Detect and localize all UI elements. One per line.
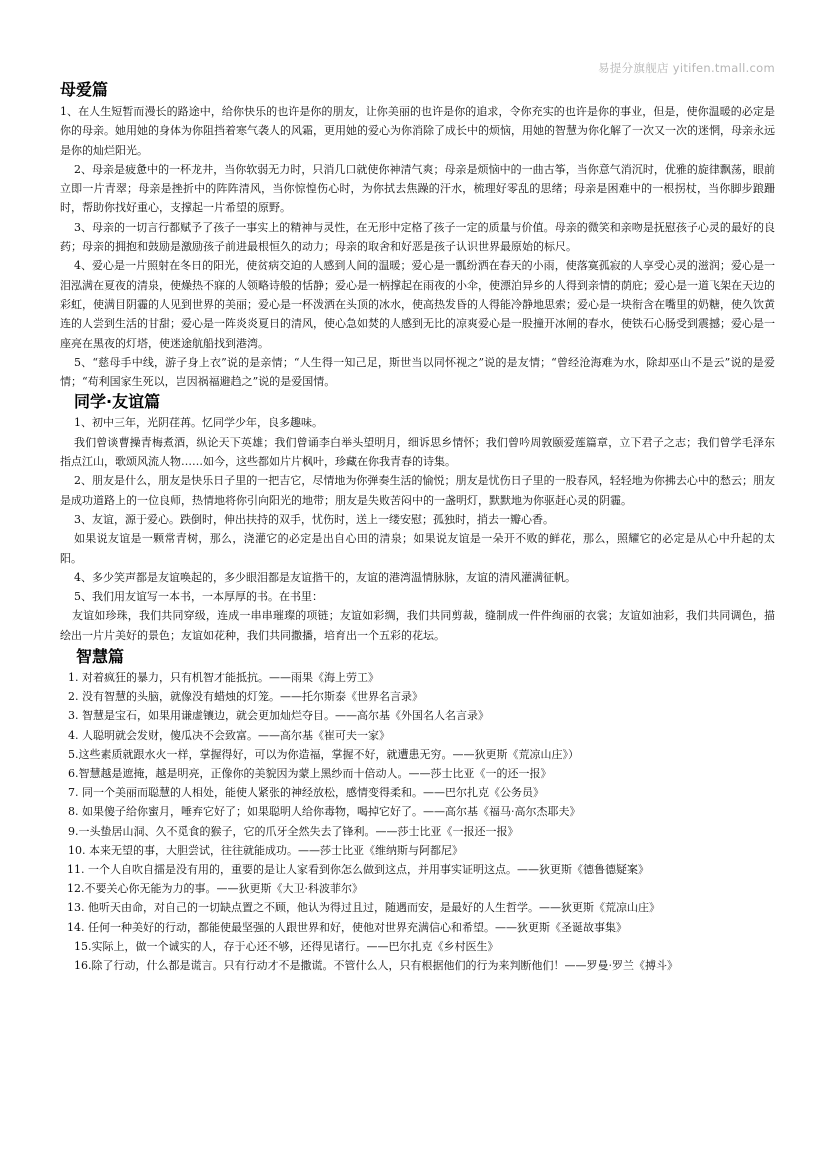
section-title-mother-love: 母爱篇: [60, 80, 109, 99]
paragraph: 2、母亲是疲惫中的一杯龙井，当你软弱无力时，只消几口就使你神清气爽；母亲是烦恼中的一曲古筝，当你意气消沉时，优雅的旋律飘荡，眼前立即一片青翠；母亲是挫折中的阵阵清风，当你惊惶伤心时，为你拭去焦躁的汗水，梳理好零乱的思绪；母亲是困难中的一根拐杖，当你脚步踉跚时，帮助你找好重心，支撑起一片希望的原野。: [60, 162, 775, 215]
paragraph: 5、“慈母手中线，游子身上衣”说的是亲情；“人生得一知己足，斯世当以同怀视之”说的是友情；“曾经沧海难为水，除却巫山不是云”说的是爱情；“苟利国家生死以，岂因祸福避趋之”说的是爱国情。: [60, 355, 775, 389]
list-item: 9.一头蛰居山洞、久不觅食的猴子，它的爪牙全然失去了锋利。——莎士比亚《一报还一报》: [68, 824, 519, 838]
list-item: 16.除了行动，什么都是谎言。只有行动才不是撒谎。不管什么人，只有根据他们的行为来判断他们！——罗曼·罗兰《搏斗》: [74, 959, 678, 973]
section-title-friendship: 同学·友谊篇: [74, 392, 161, 412]
paragraph: 4、爱心是一片照射在冬日的阳光，使贫病交迫的人感到人间的温暖；爱心是一瓢纷洒在春天的小雨，使落寞孤寂的人享受心灵的滋润；爱心是一泪泓满在夏夜的清泉，使燥热不寐的人领略诗般的恬静；爱心是一柄撑起在雨夜的小伞，使漂泊异乡的人得到亲情的荫庇；爱心是一道飞架在天边的彩虹，使满目阴霾的人见到世界的美丽；爱心是一杯泼洒在头顶的冰水，使高热发昏的人得能冷静地思索；爱心是一块衔含在嘴里的奶糖，使久饮黄连的人尝到生活的甘甜；爱心是一阵炎炎夏日的清风，使心急如焚的人感到无比的凉爽爱心是一股撞开冰闸的春水，使铁石心肠受到震撼；爱心是一座亮在黑夜的灯塔，使迷途航船找到港湾。: [60, 259, 775, 350]
paragraph: 友谊如珍珠，我们共同穿级，连成一串串璀璨的项链；友谊如彩绸，我们共同剪裁，缝制成一件件绚丽的衣裳；友谊如油彩，我们共同调色，描绘出一片片美好的景色；友谊如花种，我们共同撒播，培育出一个五彩的花坛。: [60, 609, 775, 642]
list-item: 13. 他听天由命，对自己的一切缺点置之不顾，他认为得过且过，随遇而安，是最好的人生哲学。——狄更斯《荒凉山庄》: [67, 901, 660, 915]
list-item: 3. 智慧是宝石，如果用谦虚镶边，就会更加灿烂夺目。——高尔基《外国名人名言录》: [68, 709, 489, 723]
list-item: 10. 本来无望的事，大胆尝试，往往就能成功。——莎士比亚《维纳斯与阿都尼》: [68, 843, 463, 857]
paragraph: 3、母亲的一切言行都赋予了孩子一事实上的精神与灵性，在无形中定格了孩子一定的质量与价值。母亲的微笑和亲吻是抚慰孩子心灵的最好的良药；母亲的拥抱和鼓励是激励孩子前进最根恒久的动力；母亲的取舍和好恶是孩子认识世界最原始的标尺。: [60, 220, 775, 254]
section-title-wisdom: 智慧篇: [76, 647, 125, 667]
paragraph: 1、在人生短暂而漫长的路途中，给你快乐的也许是你的朋友，让你美丽的也许是你的追求，令你充实的也许是你的事业，但是，使你温暖的必定是你的母亲。她用她的身体为你阻挡着寒气袭人的风霜，更用她的爱心为你消除了成长中的烦恼，用她的智慧为你化解了一次又一次的迷惘，母亲永远是你的灿烂阳光。: [60, 105, 775, 157]
list-item: 7. 同一个美丽而聪慧的人相处，能使人紧张的神经放松，感情变得柔和。——巴尔扎克《公务员》: [68, 786, 544, 800]
list-item: 15.实际上，做一个诚实的人，存于心还不够，还得见诸行。——巴尔扎克《乡村医生》: [74, 939, 499, 953]
paragraph: 5、我们用友谊写一本书，一本厚厚的书。在书里：: [74, 590, 323, 604]
paragraph: 1、初中三年，光阴荏苒。忆同学少年，良多趣味。: [74, 416, 323, 430]
list-item: 8. 如果傻子给你蜜月，唾弃它好了；如果聪明人给你毒物，喝掉它好了。——高尔基《福马·高尔杰耶夫》: [68, 805, 581, 819]
paragraph: 3、友谊，源于爱心。跌倒时，伸出扶持的双手，忧伤时，送上一缕安慰；孤独时，捎去一瓣心香。: [74, 512, 554, 526]
paragraph: 我们曾谈曹操青梅煮酒，纵论天下英雄；我们曾诵李白举头望明月，细诉思乡情怀；我们曾吟周敦颐爱莲篇章，立下君子之志；我们曾学毛泽东指点江山，歌颂风流人物……如今，这些都如片片枫叶，珍藏在你我青春的诗集。: [60, 435, 775, 469]
list-item: 1. 对着疯狂的暴力，只有机智才能抵抗。——雨果《海上劳工》: [68, 671, 379, 685]
paragraph: 4、多少笑声都是友谊唤起的，多少眼泪都是友谊揩干的，友谊的港湾温情脉脉，友谊的清风灌满征帆。: [74, 570, 576, 584]
document-page: [60, 80, 775, 975]
paragraph: 如果说友谊是一颗常青树，那么，浇灌它的必定是出自心田的清泉；如果说友谊是一朵开不败的鲜花，那么，照耀它的必定是从心中升起的太阳。: [60, 532, 775, 565]
watermark: 易提分旗舰店 yitifen.tmall.com: [598, 61, 775, 75]
list-item: 6.智慧越是遮掩，越是明亮，正像你的美貌因为蒙上黑纱而十倍动人。——莎士比亚《一的还一报》: [68, 767, 552, 781]
list-item: 4. 人聪明就会发财，傻瓜决不会致富。——高尔基《崔可夫一家》: [68, 728, 390, 742]
paragraph: 2、朋友是什么，朋友是快乐日子里的一把吉它，尽情地为你弹奏生活的愉悦；朋友是忧伤日子里的一股春风，轻轻地为你拂去心中的愁云；朋友是成功道路上的一位良师，热情地将你引向阳光的地带；朋友是失败苦闷中的一盏明灯，默默地为你驱赶心灵的阴霾。: [60, 474, 775, 507]
list-item: 14. 任何一种美好的行动，都能使最坚强的人跟世界和好，使他对世界充满信心和希望。——狄更斯《圣诞故事集》: [67, 920, 627, 934]
list-item: 11. 一个人自吹自擂是没有用的，重要的是让人家看到你怎么做到这点，并用事实证明这点。——狄更斯《德鲁德疑案》: [67, 863, 649, 877]
list-item: 2. 没有智慧的头脑，就像没有蜡烛的灯笼。——托尔斯泰《世界名言录》: [68, 690, 423, 704]
list-item: 5.这些素质就跟水火一样，掌握得好，可以为你造福，掌握不好，就遭患无穷。——狄更斯《荒凉山庄》）: [68, 747, 579, 761]
list-item: 12.不要关心你无能为力的事。——狄更斯《大卫·科波菲尔》: [67, 882, 363, 896]
quote-list: [60, 668, 775, 975]
